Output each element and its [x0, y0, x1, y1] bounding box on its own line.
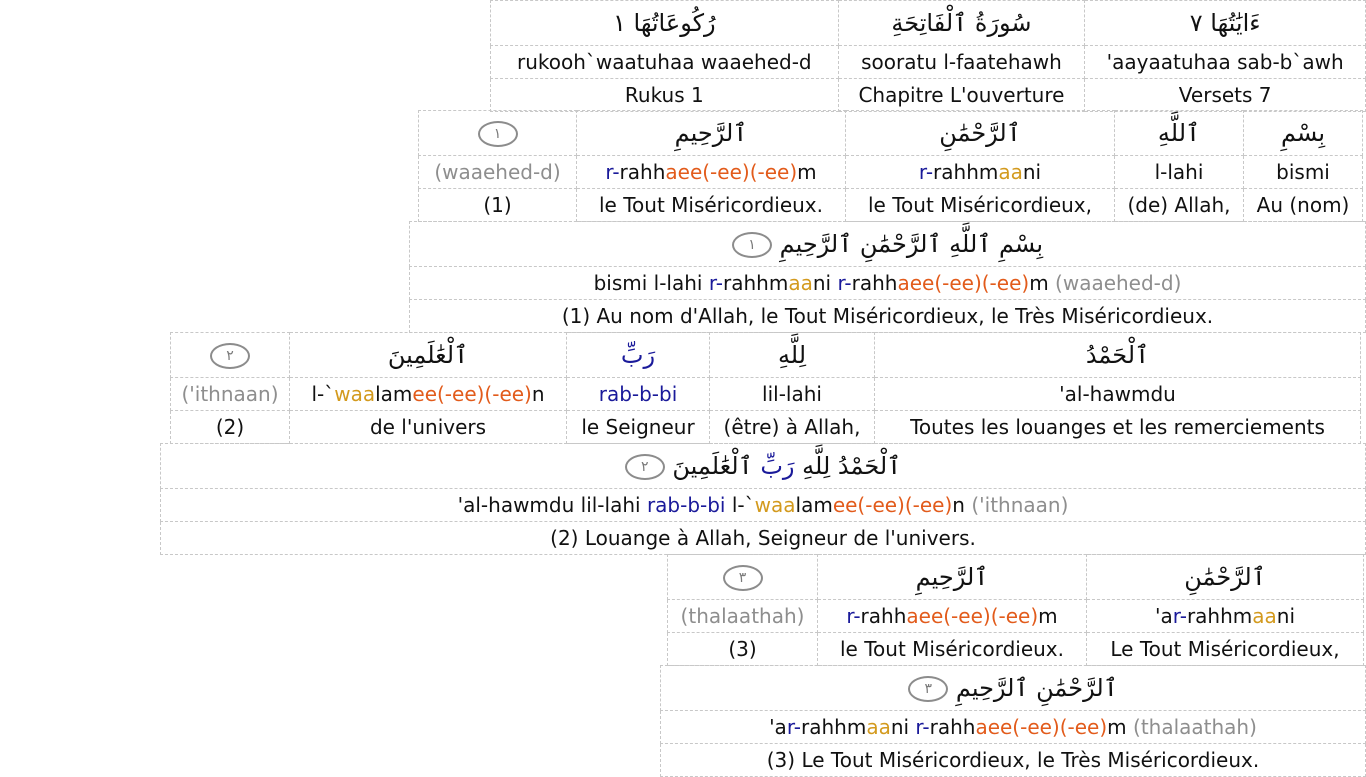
text-segment: bismi l-lahi	[593, 271, 709, 295]
text-segment: 'a	[1155, 604, 1173, 628]
verse-arabic	[161, 444, 1366, 489]
rukus-arabic: رُكُوعَاتُهَا ١	[491, 1, 839, 46]
text-segment: بِسْمِ	[1280, 119, 1326, 147]
text-segment: 'al-hawmdu	[1059, 382, 1176, 406]
verses-count-arabic: ءَايَٰتُهَا ٧	[1085, 1, 1366, 46]
word-french: Toutes les louanges et les remerciements	[875, 411, 1361, 444]
verse-2-words	[170, 332, 1361, 444]
text-segment: rahhm	[933, 160, 999, 184]
text-segment: rahh	[851, 271, 898, 295]
text-segment: ni	[1022, 160, 1042, 184]
verse-translit	[661, 711, 1366, 744]
text-segment: ('ithnaan)	[181, 382, 279, 406]
text-segment: aee(-ee)(-ee)	[897, 271, 1030, 295]
text-segment: l-lahi	[1154, 160, 1204, 184]
text-segment: (thalaathah)	[680, 604, 805, 628]
text-segment: ٱلرَّحِيمِ	[674, 119, 748, 147]
verse-translit	[161, 489, 1366, 522]
verse-number-badge: ٣	[908, 676, 948, 702]
text-segment: bismi	[1276, 160, 1330, 184]
word-french: (1)	[419, 189, 577, 222]
text-segment: (waaehed-d)	[434, 160, 561, 184]
word-translit	[171, 378, 290, 411]
text-segment: r-	[837, 271, 852, 295]
verse-1-full	[409, 221, 1366, 333]
text-segment: ee(-ee)(-ee)	[412, 382, 532, 406]
text-segment: n	[952, 493, 972, 517]
word-french: de l'univers	[290, 411, 567, 444]
text-segment: ٱلرَّحْمَٰنِ	[939, 119, 1021, 147]
text-segment: ٱللَّهِ	[1157, 119, 1201, 147]
text-segment: ٱلْحَمْدُ	[1085, 341, 1150, 369]
text-segment: aa	[866, 715, 891, 739]
text-segment: n	[531, 382, 545, 406]
text-segment: aa	[1252, 604, 1277, 628]
surah-header	[490, 0, 1366, 112]
text-segment: l-`	[311, 382, 335, 406]
word-translit	[818, 600, 1087, 633]
surah-title-french: Chapitre L'ouverture	[838, 79, 1085, 112]
text-segment: lil-lahi	[762, 382, 822, 406]
text-segment: aee(-ee)(-ee)	[975, 715, 1108, 739]
verse-3-full	[660, 665, 1366, 777]
text-segment: m	[1038, 604, 1058, 628]
word-translit	[567, 378, 710, 411]
text-segment: ni	[890, 715, 916, 739]
word-translit	[1115, 156, 1244, 189]
word-translit	[1244, 156, 1363, 189]
text-segment: 'al-hawmdu lil-lahi	[457, 493, 647, 517]
word-arabic	[1244, 111, 1363, 156]
text-segment: ni	[812, 271, 838, 295]
word-french: le Tout Miséricordieux.	[577, 189, 846, 222]
text-segment: ee(-ee)(-ee)	[832, 493, 953, 517]
word-translit	[1087, 600, 1364, 633]
text-segment: رَبِّ	[620, 341, 656, 369]
text-segment: aee(-ee)(-ee)	[906, 604, 1039, 628]
text-segment: ٱلرَّحِيمِ	[915, 563, 989, 591]
text-segment: l-`	[725, 493, 755, 517]
text-segment: r-	[918, 160, 934, 184]
text-segment: aa	[998, 160, 1023, 184]
text-segment: ٱلرَّحْمَٰنِ ٱلرَّحِيمِ	[955, 674, 1118, 702]
word-arabic	[1087, 555, 1364, 600]
verse-number-badge: ١	[732, 232, 772, 258]
text-segment: ni	[1276, 604, 1295, 628]
word-arabic	[1115, 111, 1244, 156]
word-arabic	[567, 333, 710, 378]
text-segment: r-	[915, 715, 930, 739]
text-segment: r-	[846, 604, 861, 628]
word-french: le Tout Miséricordieux,	[846, 189, 1115, 222]
text-segment: waa	[754, 493, 796, 517]
word-french: (2)	[171, 411, 290, 444]
text-segment: بِسْمِ ٱللَّهِ ٱلرَّحْمَٰنِ ٱلرَّحِيمِ	[779, 230, 1044, 258]
text-segment: rahhm	[723, 271, 789, 295]
text-segment: r-	[786, 715, 801, 739]
text-segment: rahh	[619, 160, 666, 184]
verse-number-badge: ٢	[171, 333, 290, 378]
verse-1-words	[418, 110, 1363, 222]
word-translit	[875, 378, 1361, 411]
text-segment: rahh	[929, 715, 976, 739]
text-segment: lam	[375, 382, 413, 406]
text-segment: ('ithnaan)	[971, 493, 1069, 517]
word-translit	[419, 156, 577, 189]
word-arabic	[818, 555, 1087, 600]
text-segment: ٱلْعَٰلَمِينَ	[672, 452, 761, 480]
text-segment: ٱلْحَمْدُ لِلَّهِ	[794, 452, 902, 480]
word-arabic	[875, 333, 1361, 378]
text-segment: 'a	[769, 715, 787, 739]
word-translit	[710, 378, 875, 411]
verse-french: (3) Le Tout Miséricordieux, le Très Miséricordieux.	[661, 744, 1366, 777]
text-segment: r-	[605, 160, 620, 184]
verse-number-badge: ١	[419, 111, 577, 156]
text-segment: rahhm	[801, 715, 867, 739]
word-translit	[577, 156, 846, 189]
word-french: le Seigneur	[567, 411, 710, 444]
text-segment: rab-b-bi	[646, 493, 726, 517]
word-translit	[846, 156, 1115, 189]
word-french: (être) à Allah,	[710, 411, 875, 444]
text-segment: m	[1107, 715, 1134, 739]
word-arabic	[577, 111, 846, 156]
rukus-french: Rukus 1	[491, 79, 839, 112]
text-segment: rab-b-bi	[598, 382, 678, 406]
word-french: Au (nom)	[1244, 189, 1363, 222]
text-segment: لِلَّهِ	[777, 341, 807, 369]
verse-number-badge: ٢	[625, 454, 665, 480]
word-translit	[290, 378, 567, 411]
text-segment: lam	[795, 493, 833, 517]
text-segment: rahh	[860, 604, 907, 628]
text-segment: m	[797, 160, 817, 184]
verses-count-translit: 'aayaatuhaa sab-b`awh	[1085, 46, 1366, 79]
verse-number-badge: ٣	[668, 555, 818, 600]
verse-3-words	[667, 554, 1364, 666]
verse-translit	[410, 267, 1366, 300]
word-translit	[668, 600, 818, 633]
text-segment: aa	[788, 271, 813, 295]
verses-count-french: Versets 7	[1085, 79, 1366, 112]
word-french: (3)	[668, 633, 818, 666]
text-segment: r-	[1172, 604, 1187, 628]
text-segment: ٱلْعَٰلَمِينَ	[387, 341, 469, 369]
surah-title-arabic: سُورَةُ ٱلْفَاتِحَةِ	[838, 1, 1085, 46]
verse-french: (2) Louange à Allah, Seigneur de l'univers.	[161, 522, 1366, 555]
text-segment: aee(-ee)(-ee)	[665, 160, 798, 184]
rukus-translit: rukooh`waatuhaa waaehed-d	[491, 46, 839, 79]
text-segment: (thalaathah)	[1133, 715, 1257, 739]
text-segment: r-	[708, 271, 724, 295]
text-segment: waa	[334, 382, 376, 406]
text-segment: رَبِّ	[760, 452, 795, 480]
text-segment: rahhm	[1186, 604, 1253, 628]
text-segment: ٱلرَّحْمَٰنِ	[1184, 563, 1266, 591]
text-segment: m	[1029, 271, 1056, 295]
verse-arabic	[410, 222, 1366, 267]
word-arabic	[846, 111, 1115, 156]
word-french: Le Tout Miséricordieux,	[1087, 633, 1364, 666]
word-arabic	[290, 333, 567, 378]
verse-2-full	[160, 443, 1366, 555]
word-french: (de) Allah,	[1115, 189, 1244, 222]
verse-arabic	[661, 666, 1366, 711]
text-segment: (waaehed-d)	[1055, 271, 1182, 295]
word-french: le Tout Miséricordieux.	[818, 633, 1087, 666]
word-arabic	[710, 333, 875, 378]
surah-title-translit: sooratu l-faatehawh	[838, 46, 1085, 79]
verse-french: (1) Au nom d'Allah, le Tout Miséricordieux, le Très Miséricordieux.	[410, 300, 1366, 333]
